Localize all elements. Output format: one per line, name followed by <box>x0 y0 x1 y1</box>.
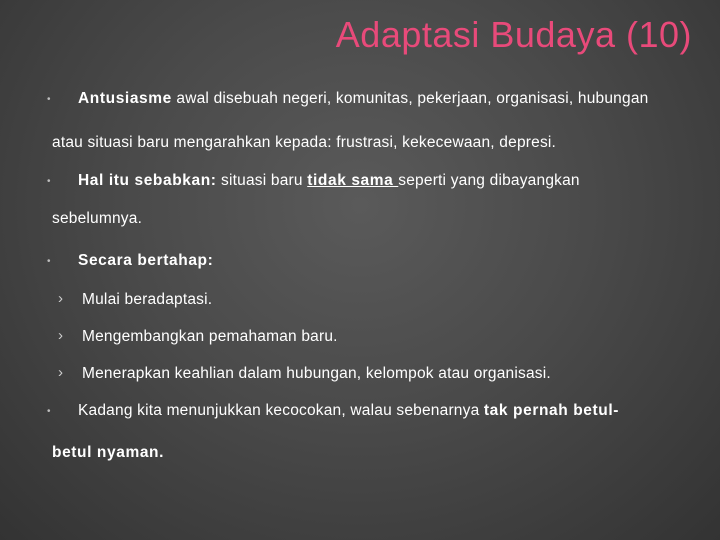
paragraph-1-bold: Antusiasme <box>78 90 172 107</box>
chevron-right-icon: › <box>58 327 63 344</box>
paragraph-1 <box>78 90 648 108</box>
bullet-marker: • <box>47 256 51 267</box>
paragraph-4 <box>78 402 619 420</box>
paragraph-2-continuation: sebelumnya. <box>52 210 143 227</box>
slide-title: Adaptasi Budaya (10) <box>335 14 692 55</box>
bullet-marker: • <box>47 406 51 417</box>
sub-item: Mulai beradaptasi. <box>82 291 213 308</box>
paragraph-1-text: awal disebuah negeri, komunitas, pekerjaan, organisasi, hubungan <box>171 90 649 107</box>
paragraph-2 <box>78 172 580 190</box>
paragraph-2-text-end: seperti yang dibayangkan <box>398 172 580 189</box>
paragraph-2-underlined: tidak sama <box>307 172 399 189</box>
paragraph-3 <box>78 252 213 270</box>
bullet-marker: • <box>47 94 51 105</box>
paragraph-4-continuation: betul nyaman. <box>52 444 165 461</box>
sub-item: Mengembangkan pemahaman baru. <box>82 328 338 345</box>
chevron-right-icon: › <box>58 364 63 381</box>
sub-item: Menerapkan keahlian dalam hubungan, kelompok atau organisasi. <box>82 365 551 382</box>
paragraph-2-bold: Hal itu sebabkan: <box>78 172 217 189</box>
bullet-marker: • <box>47 176 51 187</box>
paragraph-4-text: Kadang kita menunjukkan kecocokan, walau sebenarnya <box>78 402 484 419</box>
chevron-right-icon: › <box>58 290 63 307</box>
paragraph-4-bold: tak pernah betul- <box>483 402 619 419</box>
paragraph-3-bold: Secara bertahap: <box>78 252 214 269</box>
paragraph-2-text: situasi baru <box>216 172 308 189</box>
paragraph-1-continuation: atau situasi baru mengarahkan kepada: frustrasi, kekecewaan, depresi. <box>52 134 557 151</box>
